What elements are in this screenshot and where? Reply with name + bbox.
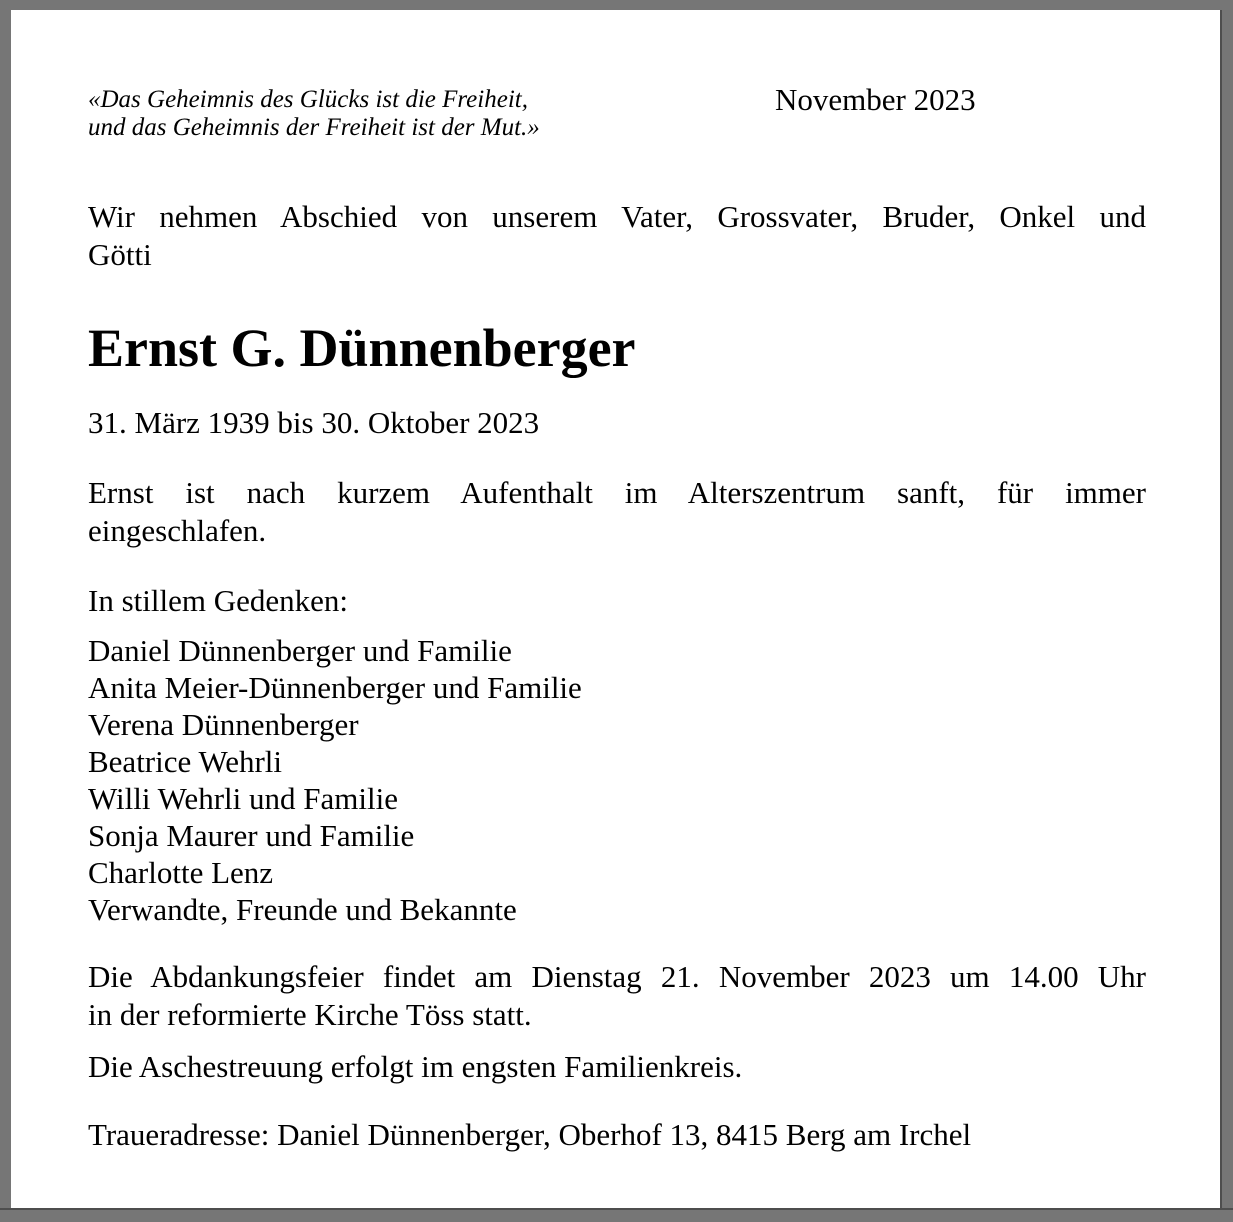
intro-line-2: Götti — [88, 237, 152, 272]
obituary-page — [11, 10, 1222, 1208]
remembrance-heading: In stillem Gedenken: — [88, 583, 348, 618]
list-item: Sonja Maurer und Familie — [88, 818, 415, 853]
list-item: Verena Dünnenberger — [88, 707, 359, 742]
list-item: Willi Wehrli und Familie — [88, 781, 398, 816]
service-line-1: Die Abdankungsfeier findet am Dienstag 21. November 2023 um 14.00 Uhr — [88, 959, 1146, 994]
list-item: Anita Meier-Dünnenberger und Familie — [88, 670, 582, 705]
memorial-quote — [88, 82, 1146, 142]
quote-line-2: und das Geheimnis der Freiheit ist der Mut.» — [88, 114, 540, 141]
list-item: Verwandte, Freunde und Bekannte — [88, 892, 517, 927]
service-line-2: in der reformierte Kirche Töss statt. — [88, 997, 532, 1032]
passing-paragraph — [88, 474, 1146, 550]
quote-line-1: «Das Geheimnis des Glücks ist die Freiheit, — [88, 86, 528, 113]
service-paragraph — [88, 958, 1146, 1034]
intro-line-1: Wir nehmen Abschied von unserem Vater, Grossvater, Bruder, Onkel und — [88, 199, 1146, 234]
list-item: Daniel Dünnenberger und Familie — [88, 633, 512, 668]
mourning-address: Traueradresse: Daniel Dünnenberger, Oberhof 13, 8415 Berg am Irchel — [88, 1117, 972, 1152]
life-dates: 31. März 1939 bis 30. Oktober 2023 — [88, 405, 540, 440]
passing-line-2: eingeschlafen. — [88, 513, 267, 548]
ashes-paragraph: Die Aschestreuung erfolgt im engsten Familienkreis. — [88, 1049, 743, 1084]
list-item: Beatrice Wehrli — [88, 744, 283, 779]
page-title-deceased-name: Ernst G. Dünnenberger — [88, 318, 636, 378]
header-row — [88, 82, 1146, 142]
passing-line-1: Ernst ist nach kurzem Aufenthalt im Alterszentrum sanft, für immer — [88, 475, 1146, 510]
list-item: Charlotte Lenz — [88, 855, 274, 890]
mourner-list — [88, 632, 1146, 928]
frame-bottom-edge — [0, 1208, 1233, 1210]
issue-date: November 2023 — [775, 82, 976, 117]
intro-paragraph — [88, 198, 1146, 274]
obituary-content — [11, 10, 1220, 1154]
